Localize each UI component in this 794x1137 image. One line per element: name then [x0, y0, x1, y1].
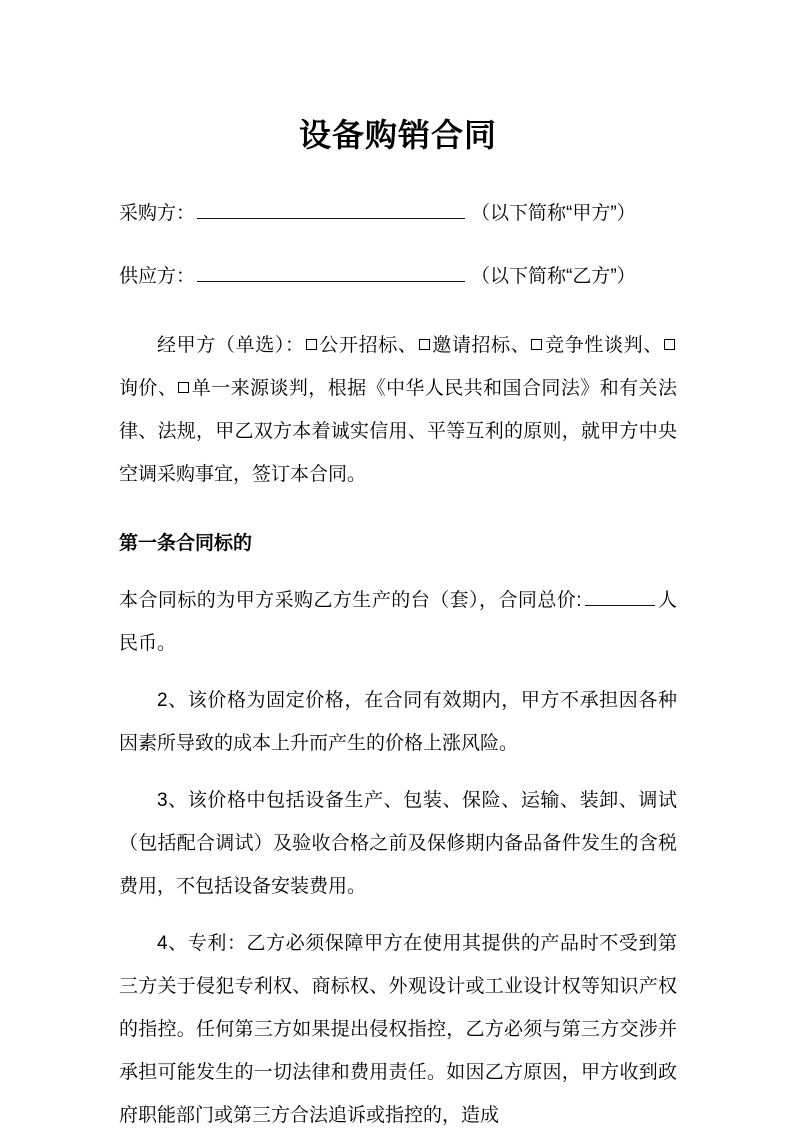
clause-spacer-3	[119, 908, 677, 922]
supplier-suffix: （以下简称“乙方”）	[471, 266, 636, 288]
checkbox-icon[interactable]	[419, 339, 430, 350]
clause-contract-subject	[119, 579, 677, 665]
supplier-label: 供应方：	[119, 266, 196, 288]
procurement-option-label[interactable]: 单一来源谈判	[191, 378, 309, 400]
document-content	[119, 0, 677, 1137]
clause-spacer-1	[119, 665, 677, 679]
procurement-option-label[interactable]: 竞争性谈判	[544, 335, 644, 357]
purchaser-label: 采购方：	[119, 203, 196, 225]
preamble-paragraph	[119, 324, 677, 496]
checkbox-icon[interactable]	[531, 339, 542, 350]
section-heading: 第一条合同标的	[119, 533, 253, 555]
checkbox-icon[interactable]	[178, 382, 189, 393]
option-separator: 、	[510, 335, 531, 357]
purchaser-suffix: （以下简称“甲方”）	[471, 203, 636, 225]
purchaser-line	[119, 198, 677, 229]
supplier-input[interactable]	[197, 261, 465, 282]
procurement-option-label[interactable]: 询价	[119, 378, 158, 400]
option-separator: 、	[643, 335, 663, 357]
checkbox-icon[interactable]	[306, 339, 317, 350]
preamble-tail: ，根据《中华人民共和国合同法》和有关法律、法规，甲乙双方本着诚实信用、平等互利的原则，就甲方中央空调采购事宜，签订本合同。	[119, 378, 677, 486]
clause-1-text-after: 人民币。	[119, 590, 677, 655]
clause-spacer-2	[119, 765, 677, 779]
section-spacer	[119, 496, 677, 522]
clause-price-inclusions: 3、该价格中包括设备生产、包装、保险、运输、装卸、调试（包括配合调试）及验收合格之前及保修期内备品备件发生的含税费用，不包括设备安装费用。	[119, 790, 677, 898]
clause-1-text-before: 本合同标的为甲方采购乙方生产的台（套），合同总价:	[119, 590, 582, 612]
heading-spacer	[119, 565, 677, 579]
option-separator: 、	[397, 335, 418, 357]
clause-patent: 4、专利：乙方必须保障甲方在使用其提供的产品时不受到第三方关于侵犯专利权、商标权、外观设计或工业设计权等知识产权的指控。任何第三方如果提出侵权指控，乙方必须与第三方交涉并承担可能发生的一切法律和费用责任。如因乙方原因，甲方收到政府职能部门或第三方合法追诉或指控的，造成	[119, 933, 677, 1127]
supplier-line	[119, 261, 677, 292]
procurement-option-label[interactable]: 公开招标	[318, 335, 398, 357]
procurement-option-label[interactable]: 邀请招标	[431, 335, 511, 357]
purchaser-input[interactable]	[197, 198, 465, 219]
checkbox-icon[interactable]	[664, 339, 675, 350]
total-price-input[interactable]	[585, 588, 655, 606]
clause-fixed-price: 2、该价格为固定价格，在合同有效期内，甲方不承担因各种因素所导致的成本上升而产生的价格上涨风险。	[119, 690, 677, 755]
page-title: 设备购销合同	[298, 117, 497, 153]
party-fields	[119, 198, 677, 292]
option-separator: 、	[157, 378, 178, 400]
preamble-lead: 经甲方（单选）：	[157, 335, 305, 357]
